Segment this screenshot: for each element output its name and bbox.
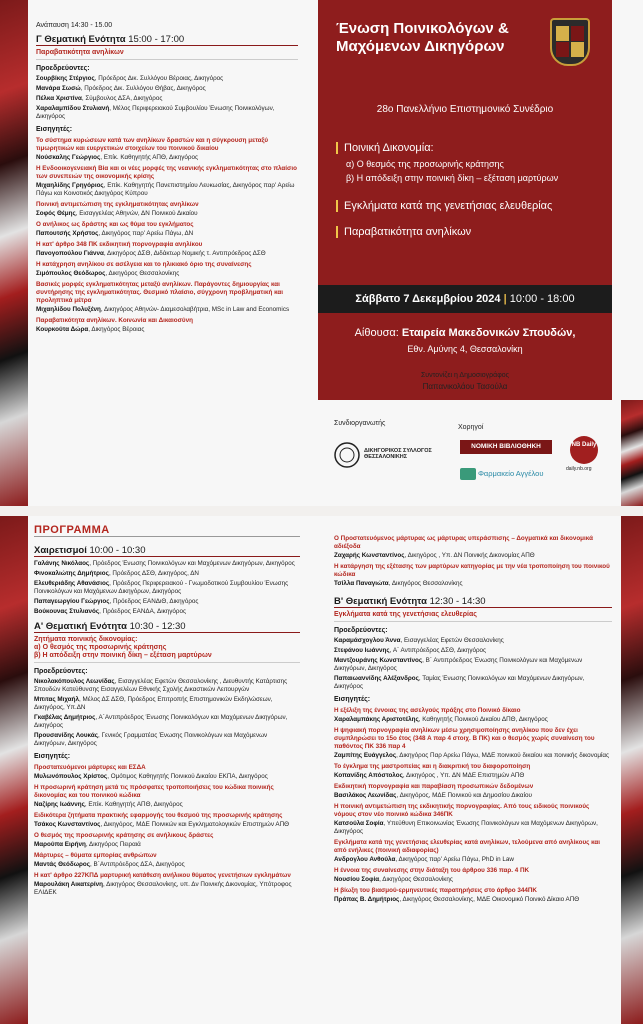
person-role: , Πρόεδρος Δικ. Συλλόγου Βέροιας, Δικηγόρος: [94, 75, 224, 82]
talks-a-list: [34, 764, 300, 897]
session-a-topic: Ζητήματα ποινικής δικονομίας:: [34, 636, 138, 643]
sponsors-label: Χορηγοί: [458, 424, 484, 431]
speaker-name: Πράπας Β. Δημήτριος: [334, 896, 400, 903]
talk-title: Η κατ' άρθρο 227ΚΠΔ μαρτυρική κατάθεση ανήλικου θύματος γενετήσιων εγκλημάτων: [34, 872, 291, 879]
speaker-role: , Δικηγόρος Βέροιας: [88, 326, 145, 333]
talk-title: Η προσωρινή κράτηση μετά τις πρόσφατες τροποποιήσεις του κώδικα ποινικής δικονομίας και του ποινικού κώδικα: [34, 784, 274, 799]
talk-speaker-row: [36, 230, 298, 238]
person-row: [34, 560, 300, 568]
talk-title: Ο Προστατευόμενος μάρτυρας ως μάρτυρας υπεράσπισης – Δογματικά και δικονομικά αδιέξοδα: [334, 535, 593, 550]
person-row: [334, 675, 612, 691]
talk-speaker-row: [34, 821, 300, 829]
topic-1b: β) Η απόδειξη στην ποινική δίκη – εξέταση μαρτύρων: [346, 173, 559, 183]
break-label: Ανάπαυση 14:30 - 15.00: [36, 22, 113, 29]
person-name: Παπαγεωργίου Γεώργιος: [34, 598, 110, 605]
person-role: , Πρόεδρος Ένωσης Ποινικολόγων και Μαχόμενων Δικηγόρων, Δικηγόρος: [89, 560, 295, 567]
talk-title: Η Ενδοοικογενειακή Βία και οι νέες μορφές της νεανικής εγκληματικότητας στο πλαίσιο των συνεπειών της οικονομικής κρίσης: [36, 165, 297, 180]
person-role: , Εισαγγελέας Εφετών Θεσσαλονίκης: [400, 637, 504, 644]
person-name: Βούκουνας Στυλιανός: [34, 608, 100, 615]
coordinator-label: Συντονίζει η Δημοσιογράφος: [420, 372, 510, 379]
talk-title: Η κατάχρηση ανηλίκου σε ασέλγεια και το ηλικιακό όριο της συναίνεσης: [36, 261, 252, 268]
nb-daily-url: daily.nb.org: [566, 466, 592, 472]
speaker-name: Χαραλαμπάκης Αριστοτέλης: [334, 716, 419, 723]
chairs-a-list: [34, 678, 300, 748]
greetings-header: [34, 547, 300, 557]
person-row: [36, 85, 298, 93]
talk-title: Το σύστημα κυρώσεων κατά των ανηλίκων δραστών και η σύγκρουση μεταξύ τιμωρητικών και ευεργετικών στοιχείων του ποινικού δικαίου: [36, 137, 269, 152]
person-row: [34, 580, 300, 596]
pharmacy-name: Φαρμακείο Αγγέλου: [477, 468, 544, 478]
session-b-title: Β' Θεματική Ενότητα: [334, 596, 427, 607]
greetings-title: Χαιρετισμοί: [34, 545, 87, 556]
speaker-name: Παπουτσής Χρήστος: [36, 230, 99, 237]
speaker-role: , Δικηγόρος Θεσσαλονίκης, υπ. Δν Ποινικής Δικονομίας, Υπότροφος ΕΛΙΔΕΚ: [34, 881, 292, 896]
talk-speaker-row: [34, 841, 300, 849]
top-left-column: [36, 4, 298, 337]
chairs-b-list: [334, 637, 612, 691]
talk-speaker-row: [36, 210, 298, 218]
session-a-time: 10:30 - 12:30: [129, 621, 186, 632]
org-line-2: Μαχόμενων Δικηγόρων: [336, 38, 505, 55]
speaker-name: Νούσκαλης Γεώργιος: [36, 154, 101, 161]
speaker-name: Ανδρογλου Ανθούλα: [334, 856, 396, 863]
bottom-left-column: [34, 526, 300, 900]
speaker-role: , Δικηγόρος Παρ Αρείω Πάγω, ΜΔΕ ποινικού δικαίου και ποινικής δικονομίας: [396, 752, 610, 759]
talks-b-list: [334, 707, 612, 904]
speaker-role: , Δικηγόρος Θεσσαλονίκης: [105, 270, 180, 277]
talk-title: Ο ανήλικος ως δράστης και ως θύμα του εγκλήματος: [36, 221, 194, 228]
talk-speaker-row: [34, 801, 300, 809]
speaker-role: , Ομότιμος Καθηγητής Ποινικού Δικαίου ΕΚΠΑ, Δικηγόρος: [107, 773, 268, 780]
talk-speaker-row: [36, 306, 298, 314]
person-role: , Πρόεδρος ΕΑΝΔιΘ, Δικηγόρος: [109, 598, 199, 605]
conference-banner: [318, 0, 612, 400]
speaker-role: , Δικηγόρος , Υπ. ΔΝ ΜΔΕ Επιστημών ΑΠΘ: [402, 772, 525, 779]
bottom-right-column: [334, 532, 612, 907]
speaker-name: Ζαχαρής Κωνσταντίνος: [334, 552, 405, 559]
speaker-role: , Δικηγόρος Αθηνών- Διαμεσολαβήτρια, MSc in Law and Economics: [100, 306, 290, 313]
speaker-role: , Δικηγόρος Θεσσαλονίκης, ΜΔΕ Οικονομικό Ποινικό Δίκαιο ΑΠΘ: [399, 896, 580, 903]
chairs-label-b: Προεδρεύοντες:: [334, 627, 388, 634]
venue-label: Αίθουσα:: [354, 327, 399, 339]
talk-title: Η εξέλιξη της έννοιας της ασελγούς πράξης στο Ποινικό δίκαιο: [334, 707, 521, 714]
talks-a2-list: [334, 535, 612, 588]
talk-speaker-row: [34, 773, 300, 781]
decorative-strip-left: [0, 0, 28, 506]
talk-title: Το έγκλημα της μαστροπείας και η διακριτική του διαφοροποίηση: [334, 763, 531, 770]
bottom-page: [0, 516, 643, 1024]
org-name: [336, 20, 509, 56]
person-row: [34, 732, 300, 748]
coordinator-name: Παπανικολάου Τασούλα: [422, 382, 508, 391]
chairs-label-a: Προεδρεύοντες:: [34, 668, 88, 675]
speaker-name: Σοφός Θέμης: [36, 210, 76, 217]
talk-speaker-row: [36, 182, 298, 198]
cosponsor-name: ΔΙΚΗΓΟΡΙΚΟΣ ΣΥΛΛΟΓΟΣ ΘΕΣΣΑΛΟΝΙΚΗΣ: [364, 448, 432, 460]
speaker-role: , Δικηγόρος Θεσσαλονίκης: [388, 580, 463, 587]
talk-speaker-row: [36, 326, 298, 334]
speaker-role: , Δικηγόρος , Υπ. ΔΝ Ποινικής Δικονομίας ΑΠΘ: [404, 552, 535, 559]
person-role: , Α΄ Αντιπρόεδρος ΔΣΘ, Δικηγόρος: [389, 647, 487, 654]
speakers-label-a: Εισηγητές:: [34, 753, 71, 760]
person-role: , Μέλος ΔΣ ΔΣΘ, Πρόεδρος Επιτροπής Επιστημονικών Εκδηλώσεων, Δικηγόρος, Υπ.ΔΝ: [34, 696, 273, 711]
greeters-list: [34, 560, 300, 616]
pharmacy-icon: [460, 468, 476, 480]
talk-speaker-row: [34, 861, 300, 869]
person-role: , Α΄Αντιπρόεδρος Ένωσης Ποινικολόγων και Μαχόμενων Δικηγόρων, Δικηγόρος: [34, 714, 288, 729]
talk-speaker-row: [36, 154, 298, 162]
talk-title: Ο θεσμός της προσωρινής κράτησης σε ανήλικους δράστες: [34, 832, 214, 839]
person-row: [334, 647, 612, 655]
speaker-role: , Δικηγόρος, ΜΔΕ Ποινικού και Δημοσίου Δικαίου: [396, 792, 532, 799]
speaker-name: Πανογοπούλου Γιάννα: [36, 250, 104, 257]
person-row: [334, 637, 612, 645]
talk-title: Η έννοια της συναίνεσης στην διάταξη του άρθρου 336 παρ. 4 ΠΚ: [334, 867, 530, 874]
person-row: [34, 696, 300, 712]
talk-title: Η κατάργηση της εξέτασης των μαρτύρων κατηγορίας με την νέα τροποποίηση του ποινικού κώδικα: [334, 563, 610, 578]
speaker-role: , Υπεύθυνη Επικοινωνίας Ένωσης Ποινικολόγων και Μαχόμενων Δικηγόρων, Δικηγόρος: [334, 820, 598, 835]
speakers-label-b: Εισηγητές:: [334, 696, 371, 703]
venue-address: Εθν. Αμύνης 4, Θεσσαλονίκη: [407, 344, 523, 354]
chairs-label: Προεδρεύοντες:: [36, 65, 90, 72]
talk-speaker-row: [334, 856, 612, 864]
speaker-name: Σιμόπουλος Θεόδωρος: [36, 270, 106, 277]
person-row: [34, 608, 300, 616]
speaker-name: Τσίλλα Παναγιώτα: [334, 580, 389, 587]
talk-title: Ειδικότερα ζητήματα πρακτικής εφαρμογής του θεσμού της προσωρινής κράτησης: [34, 812, 283, 819]
talk-title: Προστατευόμενοι μάρτυρες και ΕΣΔΑ: [34, 764, 146, 771]
person-role: , Πρόεδρος Περιφερειακού - Γνωμοδοτικού Συμβουλίου Ένωσης Ποινικολόγων και Μαχόμενων Δικηγόρων, Δικηγόρος: [34, 580, 289, 595]
person-name: Πέλκα Χριστίνα: [36, 95, 82, 102]
speaker-role: , Δικηγόρος Θεσσαλονίκης: [379, 876, 453, 883]
session-b-header: [334, 598, 612, 608]
person-row: [34, 678, 300, 694]
speakers-label: Εισηγητές:: [36, 126, 73, 133]
talk-title: Εκδικητική πορνογραφία και παραβίαση προσωπικών δεδομένων: [334, 783, 534, 790]
speaker-name: Κουρκούτα Δώρα: [36, 326, 89, 333]
sponsor-pharmacy: [460, 468, 543, 480]
person-name: Χαραλαμπίδου Στυλιανή: [36, 105, 110, 112]
session-g-header: [36, 36, 298, 46]
person-role: , Μέλος Περιφερειακού Συμβουλίου Ένωσης Ποινικολόγων, Δικηγόρος: [36, 105, 275, 120]
speaker-role: , Δικηγόρος Πειραιά: [85, 841, 141, 848]
speaker-name: Μαντάς Θεόδωρος: [34, 861, 91, 868]
person-name: Γκαβέλας Δημήτριος: [34, 714, 96, 721]
person-name: Παπαιωαννίδης Αλέξανδρος: [334, 675, 419, 682]
event-time: 10:00 - 18:00: [509, 293, 575, 305]
talk-title: Εγκλήματα κατά της γενετήσιας ελευθερίας κατά ανηλίκων, τελούμενα από ανηλίκους και από ενήλικες (ποινική αδιαφορίας): [334, 839, 601, 854]
decorative-strip-right: [621, 516, 643, 1024]
speaker-role: , Δικηγόρος παρ' Αρείω Πάγω, ΔΝ: [98, 230, 194, 237]
person-name: Μπιτας Μιχαήλ: [34, 696, 79, 703]
speaker-role: , Επίκ. Καθηγητής ΑΠΘ, Δικηγόρος: [100, 154, 199, 161]
talk-speaker-row: [34, 881, 300, 897]
person-name: Καραμάσχογλου Άννα: [334, 637, 401, 644]
talk-title: Παραβατικότητα ανηλίκων. Κοινωνία και Δικαιοσύνη: [36, 317, 193, 324]
person-row: [34, 714, 300, 730]
person-name: Νικολακόπουλος Λεωνίδας: [34, 678, 115, 685]
talk-title: Η ψηφιακή πορνογραφία ανηλίκων μέσω χρησιμοποίησης ανηλίκου που δεν έχει συμπληρώσει το 15ο έτος (348 Α παρ 4 στοιχ. Β ΠΚ) και ο θεσμός χωρίς συναίνεση του παθόντος ΠΚ 336 παρ 4: [334, 727, 595, 750]
talk-title: Η κατ' άρθρο 348 ΠΚ εκδικητική πορνογραφία ανηλίκου: [36, 241, 203, 248]
person-row: [36, 105, 298, 121]
speaker-name: Βασιλάκος Λεωνίδας: [334, 792, 397, 799]
topic-1: Ποινική Δικονομία:: [336, 142, 434, 154]
talk-title: Βασικές μορφές εγκληματικότητας μεταξύ ανηλίκων. Παράγοντες δημιουργίας και συντήρησης της εγκληματικότητας. Θεσμικό πλαίσιο, σύγχρονη προβληματική και προληπτικά μέτρα: [36, 281, 284, 304]
sponsor-nomiki-bibliothiki: ΝΟΜΙΚΗ ΒΙΒΛΙΟΘΗΚΗ: [460, 440, 552, 454]
person-name: Μαντζουράνης Κωνσταντίνος: [334, 657, 423, 664]
date-line: Σάββατο 7 Δεκεμβρίου 2024 | 10:00 - 18:00: [318, 285, 612, 313]
topic-3: Παραβατικότητα ανηλίκων: [336, 226, 471, 238]
topic-2: Εγκλήματα κατά της γενετήσιας ελευθερίας: [336, 200, 552, 212]
speaker-role: , Δικηγόρος ΔΣΘ, Διδάκτωρ Νομικής τ. Αντιπρόεδρος ΔΣΘ: [103, 250, 266, 257]
session-g-topic: Παραβατικότητα ανηλίκων: [36, 49, 298, 60]
person-name: Φινοκαλιώτης Δημήτριος: [34, 570, 109, 577]
speaker-role: , Δικηγόρος παρ' Αρείω Πάγω, PhD in Law: [395, 856, 514, 863]
conference-title: 28ο Πανελλήνιο Επιστημονικό Συνέδριο: [376, 104, 554, 115]
talk-speaker-row: [334, 792, 612, 800]
talk-title: Μάρτυρες – θύματα εμπορίας ανθρώπων: [34, 852, 157, 859]
topic-1a: α) Ο θεσμός της προσωρινής κράτησης: [346, 159, 504, 169]
person-name: Μανάρα Σωσώ: [36, 85, 81, 92]
talk-speaker-row: [334, 580, 612, 588]
dsth-logo: [334, 442, 360, 473]
event-date: Σάββατο 7 Δεκεμβρίου 2024: [355, 293, 501, 305]
person-row: [334, 657, 612, 673]
session-b-topic: Εγκλήματα κατά της γενετήσιας ελευθερίας: [334, 611, 612, 622]
person-row: [34, 598, 300, 606]
person-name: Στεφάνου Ιωάννης: [334, 647, 390, 654]
speaker-name: Μιχαηλίδου Πολυξένη: [36, 306, 101, 313]
talk-speaker-row: [334, 772, 612, 780]
speaker-name: Τσάκος Κωνσταντίνος: [34, 821, 101, 828]
person-name: Ελευθεριάδης Αθανάσιος: [34, 580, 110, 587]
nb-daily-logo: NB Daily: [570, 436, 598, 464]
speaker-role: , Δικηγόρος, ΜΔΕ Ποινικών και Εγκληματολογικών Επιστημών ΑΠΘ: [100, 821, 290, 828]
person-row: [36, 95, 298, 103]
speaker-role: , Β΄Αντιπρόεδρος ΔΣΑ, Δικηγόρος: [90, 861, 185, 868]
speaker-name: Μαρουλάκη Αικατερίνη: [34, 881, 103, 888]
speaker-name: Κοπανίδης Απόστολος: [334, 772, 403, 779]
greetings-time: 10:00 - 10:30: [89, 545, 146, 556]
person-role: , Πρόεδρος Δικ. Συλλόγου Θήβας, Δικηγόρος: [80, 85, 206, 92]
person-name: Γαλάνης Νικόλαος: [34, 560, 90, 567]
speaker-role: , Εισαγγελέας Αθηνών, ΔΝ Ποινικού Δικαίου: [75, 210, 198, 217]
session-b-time: 12:30 - 14:30: [429, 596, 486, 607]
top-page: [0, 0, 643, 506]
person-role: , Γενικός Γραμματέας Ένωσης Ποινικολόγων και Μαχόμενων Δικηγόρων, Δικηγόρος: [34, 732, 268, 747]
talk-title: Ποινική αντιμετώπιση της εγκληματικότητας ανηλίκων: [36, 201, 199, 208]
venue-name: Εταιρεία Μακεδονικών Σπουδών,: [401, 327, 576, 339]
person-role: , Ταμίας Ένωσης Ποινικολόγων και Μαχόμενων Δικηγόρων, Δικηγόρος: [334, 675, 585, 690]
person-role: , Σύμβουλος ΔΣΑ, Δικηγόρος: [81, 95, 163, 102]
person-name: Προυσανίδης Λουκάς: [34, 732, 98, 739]
decorative-strip-right: [621, 400, 643, 506]
person-row: [34, 570, 300, 578]
speaker-role: , Επίκ. Καθηγητής ΑΠΘ, Δικηγόρος: [84, 801, 183, 808]
session-g-title: Γ Θεματική Ενότητα: [36, 34, 126, 45]
speaker-name: Ζαμπίτης Ευάγγελος: [334, 752, 397, 759]
person-name: Σουρβίκης Στέργιος: [36, 75, 95, 82]
session-a-sub1: α) Ο θεσμός της προσωρινής κράτησης: [34, 644, 167, 651]
person-row: [36, 75, 298, 83]
talk-speaker-row: [334, 552, 612, 560]
talk-title: Η ποινική αντιμετώπιση της εκδικητικής πορνογραφίας. Από τους ειδικούς ποινικούς νόμους στον νέο ποινικό κώδικα 346ΠΚ: [334, 803, 590, 818]
talk-speaker-row: [334, 752, 612, 760]
talk-speaker-row: [334, 820, 612, 836]
scales-icon: [552, 20, 588, 64]
speaker-name: Μιχαηλίδης Γρηγόριος: [36, 182, 104, 189]
speaker-role: , Επίκ. Καθηγητής Πανεπιστημίου Λευκωσίας, Δικηγόρος παρ' Αρείω Πάγω και Κοινοτικός Δικηγόρος Κύπρου: [36, 182, 295, 197]
talk-speaker-row: [334, 716, 612, 724]
venue: [318, 327, 612, 339]
session-a-title: Α' Θεματική Ενότητα: [34, 621, 127, 632]
crest-logo: [550, 18, 590, 66]
session-a-sub2: β) Η απόδειξη στην ποινική δίκη – εξέταση μαρτύρων: [34, 652, 300, 663]
cosponsor-label: Συνδιοργανωτής: [334, 420, 386, 427]
talk-title: Η βίωξη του βιασμού-ερμηνευτικές παρατηρήσεις στο άρθρο 344ΠΚ: [334, 887, 537, 894]
talk-speaker-row: [36, 250, 298, 258]
talk-speaker-row: [334, 876, 612, 884]
speaker-name: Κατσούλα Σοφία: [334, 820, 384, 827]
speaker-name: Ναζίρης Ιωάννης: [34, 801, 85, 808]
session-a-header: [34, 623, 300, 633]
talk-speaker-row: [36, 270, 298, 278]
seal-icon: [334, 442, 360, 468]
speaker-name: Νουσίου Σοφία: [334, 876, 380, 883]
person-role: , Πρόεδρος ΔΣΘ, Δικηγόρος, ΔΝ: [108, 570, 199, 577]
talk-speaker-row: [334, 896, 612, 904]
person-role: , Β΄ Αντιπρόεδρος Ένωσης Ποινικολόγων και Μαχόμενων Δικηγόρων, Δικηγόρος: [334, 657, 583, 672]
person-role: , Πρόεδρος ΕΑΝΔΑ, Δικηγόρος: [99, 608, 187, 615]
speaker-name: Μυλωνόπουλος Χρίστος: [34, 773, 108, 780]
org-line-1: Ένωση Ποινικολόγων &: [336, 20, 509, 37]
talks-list: [36, 137, 298, 334]
program-title: ΠΡΟΓΡΑΜΜΑ: [34, 526, 300, 537]
speaker-name: Μαρούπα Ειρήνη: [34, 841, 86, 848]
decorative-strip-left: [0, 516, 28, 1024]
chairs-list: [36, 75, 298, 121]
session-g-time: 15:00 - 17:00: [128, 34, 185, 45]
speaker-role: , Καθηγητής Ποινικού Δικαίου ΔΠΘ, Δικηγόρος: [418, 716, 548, 723]
person-role: , Εισαγγελέας Εφετών Θεσσαλονίκης , Διευθυντής Κατάρτισης Σπουδών Κατεύθυνσης Εισαγγελέων Εθνικής Σχολής Δικαστικών Λειτουργών: [34, 678, 288, 693]
